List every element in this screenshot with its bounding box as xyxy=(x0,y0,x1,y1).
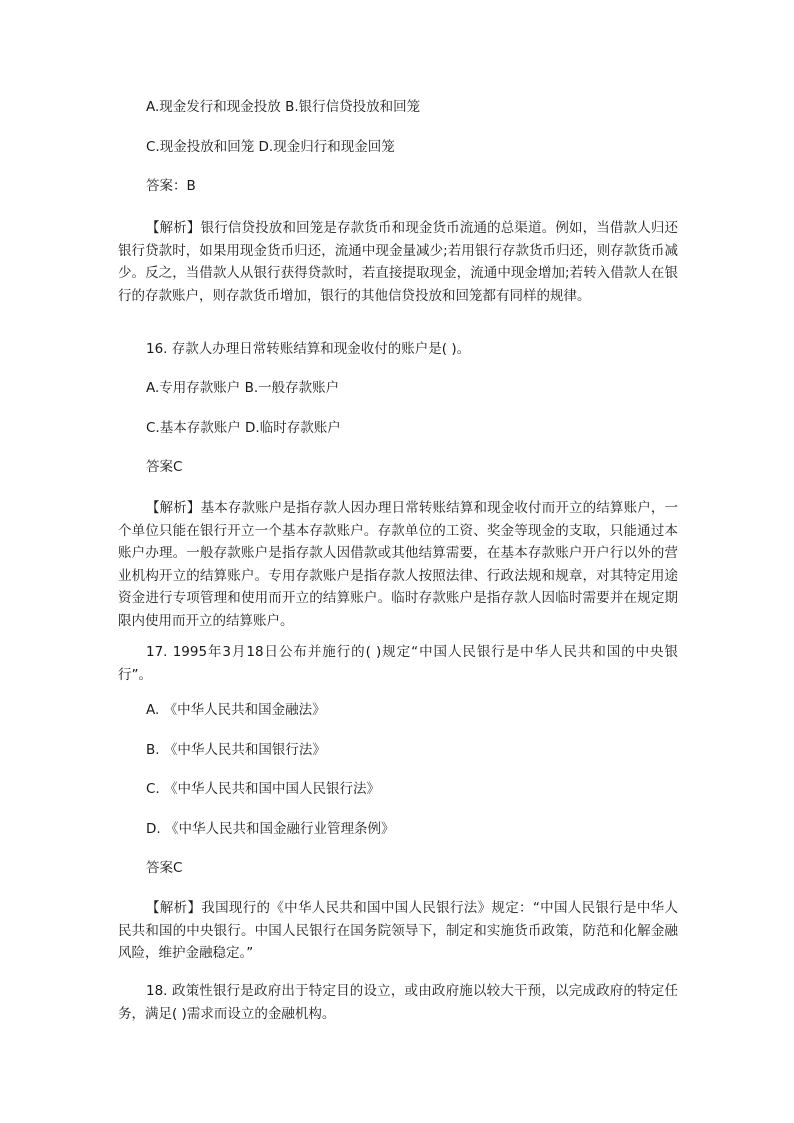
q16-options-ab: A.专用存款账户 B.一般存款账户 xyxy=(146,380,340,396)
q17-option-b: B. 《中华人民共和国银行法》 xyxy=(146,742,326,758)
q15-analysis: 【解析】银行信贷投放和回笼是存款货币和现金货币流通的总渠道。例如，当借款人归还银行贷款时，如果用现金货币归还，流通中现金量减少;若用银行存款货币归还，则存款货币减少。反之，当借款人从银行获得贷款时，若直接提取现金，流通中现金增加;若转入借款人在银行的存款账户，则存款货币增加，银行的其他信贷投放和回笼都有同样的规律。 xyxy=(118,220,678,304)
q16-answer: 答案C xyxy=(146,459,183,475)
q16-options-cd: C.基本存款账户 D.临时存款账户 xyxy=(146,420,341,436)
q16-analysis: 【解析】基本存款账户是指存款人因办理日常转账结算和现金收付而开立的结算账户，一个单位只能在银行开立一个基本存款账户。存款单位的工资、奖金等现金的支取，只能通过本账户办理。一般存款账户是指存款人因借款或其他结算需要，在基本存款账户开户行以外的营业机构开立的结算账户。专用存款账户是指存款人按照法律、行政法规和规章，对其特定用途资金进行专项管理和使用而开立的结算账户。临时存款账户是指存款人因临时需要并在规定期限内使用而开立的结算账户。 xyxy=(118,500,678,629)
q17-analysis: 【解析】我国现行的《中华人民共和国中国人民银行法》规定：“中国人民银行是中华人民共和国的中央银行。中国人民银行在国务院领导下，制定和实施货币政策，防范和化解金融风险，维护金融稳定。” xyxy=(118,900,678,961)
q17-option-c: C. 《中华人民共和国中国人民银行法》 xyxy=(146,781,381,797)
q15-options-ab: A.现金发行和现金投放 B.银行信贷投放和回笼 xyxy=(146,99,421,115)
q15-options-cd: C.现金投放和回笼 D.现金归行和现金回笼 xyxy=(146,139,395,155)
q17-option-d: D. 《中华人民共和国金融行业管理条例》 xyxy=(146,821,395,837)
q17-option-a: A. 《中华人民共和国金融法》 xyxy=(146,702,326,718)
q18-question: 18. 政策性银行是政府出于特定目的设立，或由政府施以较大干预，以完成政府的特定任务，满足( )需求而设立的金融机构。 xyxy=(118,983,678,1022)
q15-answer: 答案：B xyxy=(146,178,196,194)
q16-question: 16. 存款人办理日常转账结算和现金收付的账户是( )。 xyxy=(146,341,471,357)
q17-question: 17. 1995年3月18日公布并施行的( )规定“中国人民银行是中华人民共和国的中央银行”。 xyxy=(118,644,678,683)
q17-answer: 答案C xyxy=(146,860,183,876)
